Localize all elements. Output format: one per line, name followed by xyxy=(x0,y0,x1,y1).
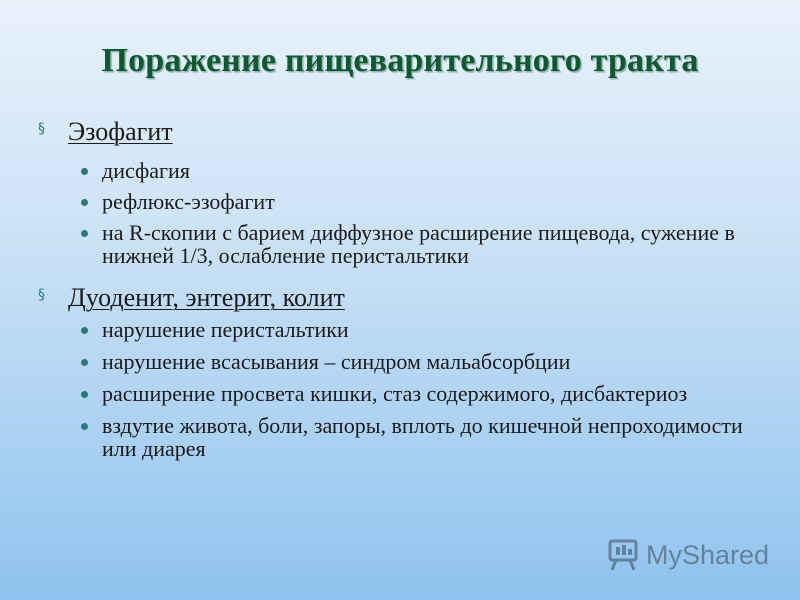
section-duodenitis xyxy=(38,285,778,460)
presentation-board-icon xyxy=(606,538,640,572)
bullet-dot-icon xyxy=(81,391,88,398)
list-item xyxy=(38,382,778,405)
list-item-text: нарушение всасывания – синдром мальабсорбции xyxy=(102,349,571,374)
watermark-text: MyShared xyxy=(646,539,770,570)
list-item-text: расширение просвета кишки, стаз содержимого, дисбактериоз xyxy=(102,381,688,406)
bullet-dot-icon xyxy=(81,199,88,206)
bullet-dot-icon xyxy=(81,230,88,237)
list-item-text: нарушение перистальтики xyxy=(102,317,349,342)
bullet-dot-icon xyxy=(81,327,88,334)
list-item xyxy=(38,318,778,341)
watermark-logo xyxy=(606,538,769,572)
list-item xyxy=(38,350,778,373)
section-sign-icon: § xyxy=(38,287,45,303)
bullet-dot-icon xyxy=(81,423,88,430)
section-heading xyxy=(38,285,778,315)
bullet-list xyxy=(38,318,778,460)
section-title: Эзофагит xyxy=(68,117,173,146)
list-item-text: вздутие живота, боли, запоры, вплоть до кишечной непроходимости или диарея xyxy=(102,413,743,461)
list-item xyxy=(38,414,778,460)
list-item-text: рефлюкс-эзофагит xyxy=(102,189,275,214)
section-esophagitis xyxy=(38,119,778,267)
list-item xyxy=(38,190,778,213)
bullet-dot-icon xyxy=(81,359,88,366)
list-item xyxy=(38,221,778,267)
section-sign-icon: § xyxy=(38,121,45,137)
list-item-text: дисфагия xyxy=(102,158,190,183)
section-heading xyxy=(38,119,778,149)
bullet-list xyxy=(38,159,778,267)
list-item xyxy=(38,159,778,182)
page-title: Поражение пищеварительного тракта xyxy=(101,42,699,79)
list-item-text: на R-скопии с барием диффузное расширение пищевода, сужение в нижней 1/3, ослабление перистальтики xyxy=(102,220,735,268)
bullet-dot-icon xyxy=(81,168,88,175)
section-title: Дуоденит, энтерит, колит xyxy=(68,283,345,312)
